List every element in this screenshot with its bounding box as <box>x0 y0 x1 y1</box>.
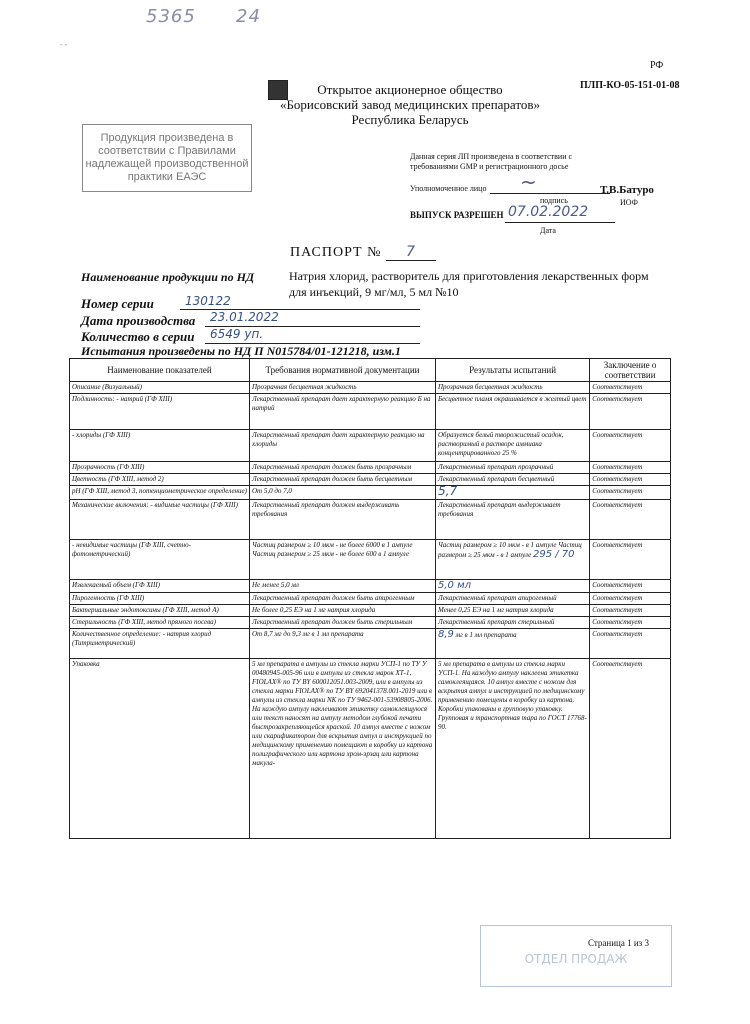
row-name: Прозрачность (ГФ XIII) <box>70 462 250 474</box>
page-number: Страница 1 из 3 <box>588 938 649 948</box>
row-req: Частиц размером ≥ 10 мкм - не более 6000 в 1 ампуле Частиц размером ≥ 25 мкм - не более 600 в 1 ампуле <box>250 540 436 580</box>
row-res: Частиц размером ≥ 10 мкм - в 1 ампуле Частиц размером ≥ 25 мкм - в 1 ампуле 295 / 70 <box>436 540 590 580</box>
row-ok: Соответствует <box>590 593 671 605</box>
row-res: Лекарственный препарат прозрачный <box>436 462 590 474</box>
row-name: Извлекаемый объем (ГФ XIII) <box>70 580 250 593</box>
row-ok: Соответствует <box>590 382 671 394</box>
row-res: 5 мл препарата в ампулы из стекла марки УСП-1. На каждую ампулу наклеена этикетка самоклеящаяся. 10 ампул вместе с ножом для вскрытия ампул и инструкцией по медицинскому применению помещены в коробку из картона. Коробки упакованы в групповую упаковку. Групповая и транспортная тара по ГОСТ 17768-90. <box>436 659 590 839</box>
passport-title-text: ПАСПОРТ № <box>290 245 382 260</box>
release-date-line <box>505 222 615 223</box>
row-ok: Соответствует <box>590 500 671 540</box>
assay-handwritten-value: 8,9 <box>438 629 454 640</box>
passport-number: 7 <box>386 244 436 261</box>
table-row <box>70 394 671 430</box>
product-name-label: Наименование продукции по НД <box>81 270 255 284</box>
row-res: Образуется белый творожистый осадок, растворимый в растворе аммиака концентрированного 25 % <box>436 430 590 462</box>
row-res: Лекарственный препарат выдерживает требования <box>436 500 590 540</box>
row-res: Бесцветное пламя окрашивается в желтый цвет <box>436 394 590 430</box>
date-label: Дата <box>540 226 556 235</box>
row-name: Цветность (ГФ XIII, метод 2) <box>70 474 250 486</box>
document-code: ПЛП-КО-05-151-01-08 <box>580 80 680 91</box>
signature-label: подпись <box>540 196 568 205</box>
row-name: Описание (Визуальный) <box>70 382 250 394</box>
release-label: ВЫПУСК РАЗРЕШЕН <box>410 210 504 220</box>
table-row <box>70 659 671 839</box>
header-requirements: Требования нормативной документации <box>250 359 436 382</box>
handwritten-extra: 24 <box>236 6 261 27</box>
tests-label: Испытания произведены по НД П N015784/01-121218, изм.1 <box>81 344 401 358</box>
row-name: Стерильность (ГФ XIII, метод прямого посева) <box>70 617 250 629</box>
initials-label: ИОФ <box>620 198 638 207</box>
row-res: Лекарственный препарат апирогенный <box>436 593 590 605</box>
row-req: Лекарственный препарат должен быть апирогенным <box>250 593 436 605</box>
row-req: Лекарственный препарат должен быть прозрачным <box>250 462 436 474</box>
row-req: Лекарственный препарат дает характерную реакцию Б на натрий <box>250 394 436 430</box>
row-req: Лекарственный препарат должен быть стерильным <box>250 617 436 629</box>
authorized-label: Уполномоченное лицо <box>410 184 487 193</box>
passport-title <box>290 244 436 261</box>
series-label: Номер серии <box>81 296 154 311</box>
row-name: Количественное определение: - натрия хлорид (Титриметрический) <box>70 629 250 659</box>
row-name: pH (ГФ XIII, метод 3, потенциометрическое определение) <box>70 486 250 500</box>
table-row <box>70 474 671 486</box>
release-note: Данная серия ЛП произведена в соответствии с требованиями GMP и регистрационного досье <box>410 152 573 171</box>
header-results: Результаты испытаний <box>436 359 590 382</box>
row-req: Не более 0,25 ЕЭ на 1 мг натрия хлорида <box>250 605 436 617</box>
row-req: Прозрачная бесцветная жидкость <box>250 382 436 394</box>
company-header <box>265 82 555 127</box>
row-ok: Соответствует <box>590 462 671 474</box>
row-name: Подлинность: - натрий (ГФ XIII) <box>70 394 250 430</box>
row-name: Упаковка <box>70 659 250 839</box>
row-req: От 8,7 мг до 9,3 мг в 1 мл препарата <box>250 629 436 659</box>
table-row <box>70 382 671 394</box>
row-res: Лекарственный препарат стерильный <box>436 617 590 629</box>
table-header-row <box>70 359 671 382</box>
row-res: Прозрачная бесцветная жидкость <box>436 382 590 394</box>
table-row <box>70 617 671 629</box>
signature-scribble: ~ <box>520 170 537 194</box>
production-date-value: 23.01.2022 <box>210 310 279 324</box>
rf-label: РФ <box>650 60 664 71</box>
production-date-label: Дата производства <box>81 313 196 328</box>
table-row <box>70 593 671 605</box>
row-req: Не менее 5,0 мл <box>250 580 436 593</box>
release-date: 07.02.2022 <box>508 204 589 220</box>
signature-line <box>490 193 610 194</box>
org-line1: Открытое акционерное общество <box>317 82 503 97</box>
row-ok: Соответствует <box>590 617 671 629</box>
table-row <box>70 540 671 580</box>
tests-table <box>69 358 671 839</box>
header-name: Наименование показателей <box>70 359 250 382</box>
row-name: Механические включения: - видимые частицы (ГФ XIII) <box>70 500 250 540</box>
org-line2: «Борисовский завод медицинских препаратов» <box>279 97 541 112</box>
row-res <box>436 486 590 500</box>
row-name: - хлориды (ГФ XIII) <box>70 430 250 462</box>
row-res <box>436 580 590 593</box>
row-ok: Соответствует <box>590 486 671 500</box>
volume-handwritten-value: 5,0 мл <box>438 580 472 591</box>
row-ok: Соответствует <box>590 629 671 659</box>
gmp-stamp-text: Продукция произведена в соответствии с Правилами надлежащей производственной практики ЕАЭС <box>85 132 249 183</box>
row-res: Менее 0,25 ЕЭ на 1 мг натрия хлорида <box>436 605 590 617</box>
row-name: Бактериальные эндотоксины (ГФ XIII, метод А) <box>70 605 250 617</box>
row-name: - невидимые частицы (ГФ XIII, счетно-фотометрический) <box>70 540 250 580</box>
row-ok: Соответствует <box>590 659 671 839</box>
row-req: 5 мл препарата в ампулы из стекла марки УСП-1 по ТУ У 00480945-005-96 или в ампулы из стекла марок ХТ-1, FIOLAX® по ТУ BY 600012051.003-2009, или в ампулы из стекла марки FIOLAX® по ТУ BY 692041378.001-2019 или в ампулы из стекла марки NK по ТУ 9462-001-53908805-2006. На каждую ампулу наклеивают этикетку самоклеящуюся или текст наносят на ампулу методом глубокой печати быстрозакрепляющейся краской. 10 ампул вместе с ножом или скарификатором для вскрытия ампул и инструкцией по медицинскому применению помещают в коробку из картона полиграфического или картона хром-эрзац или картона макула- <box>250 659 436 839</box>
row-req: От 5,0 до 7,0 <box>250 486 436 500</box>
series-value: 130122 <box>185 294 231 308</box>
row-res: 8,9 мг в 1 мл препарата <box>436 629 590 659</box>
ph-handwritten-value: 5,7 <box>438 484 458 498</box>
row-ok: Соответствует <box>590 394 671 430</box>
product-name: Натрия хлорид, растворитель для приготовления лекарственных форм для инъекций, 9 мг/мл, 5 мл №10 <box>289 269 649 299</box>
row-ok: Соответствует <box>590 474 671 486</box>
table-row <box>70 605 671 617</box>
row-ok: Соответствует <box>590 540 671 580</box>
row-ok: Соответствует <box>590 605 671 617</box>
gmp-stamp <box>82 124 252 192</box>
table-row <box>70 430 671 462</box>
row-req: Лекарственный препарат должен быть бесцветным <box>250 474 436 486</box>
particles-handwritten-values: 295 / 70 <box>532 549 575 560</box>
row-ok: Соответствует <box>590 580 671 593</box>
sales-stamp <box>480 925 672 987</box>
row-res: Лекарственный препарат бесцветный <box>436 474 590 486</box>
table-row <box>70 500 671 540</box>
row-name: Пирогенность (ГФ XIII) <box>70 593 250 605</box>
corner-mark: - - <box>60 40 68 49</box>
authorized-name: Т.В.Батуро <box>600 184 654 196</box>
table-row <box>70 629 671 659</box>
header-conclusion: Заключение о соответствии <box>590 359 671 382</box>
sales-stamp-text: ОТДЕЛ ПРОДАЖ <box>524 952 628 966</box>
handwritten-number: 5365 <box>146 6 196 27</box>
quantity-value: 6549 уп. <box>210 327 264 341</box>
row-req: Лекарственный препарат дает характерную реакцию на хлориды <box>250 430 436 462</box>
table-row <box>70 486 671 500</box>
quantity-label: Количество в серии <box>81 329 195 344</box>
table-row <box>70 462 671 474</box>
row-req: Лекарственный препарат должен выдерживать требования <box>250 500 436 540</box>
table-row <box>70 580 671 593</box>
row-ok: Соответствует <box>590 430 671 462</box>
org-line3: Республика Беларусь <box>351 112 469 127</box>
